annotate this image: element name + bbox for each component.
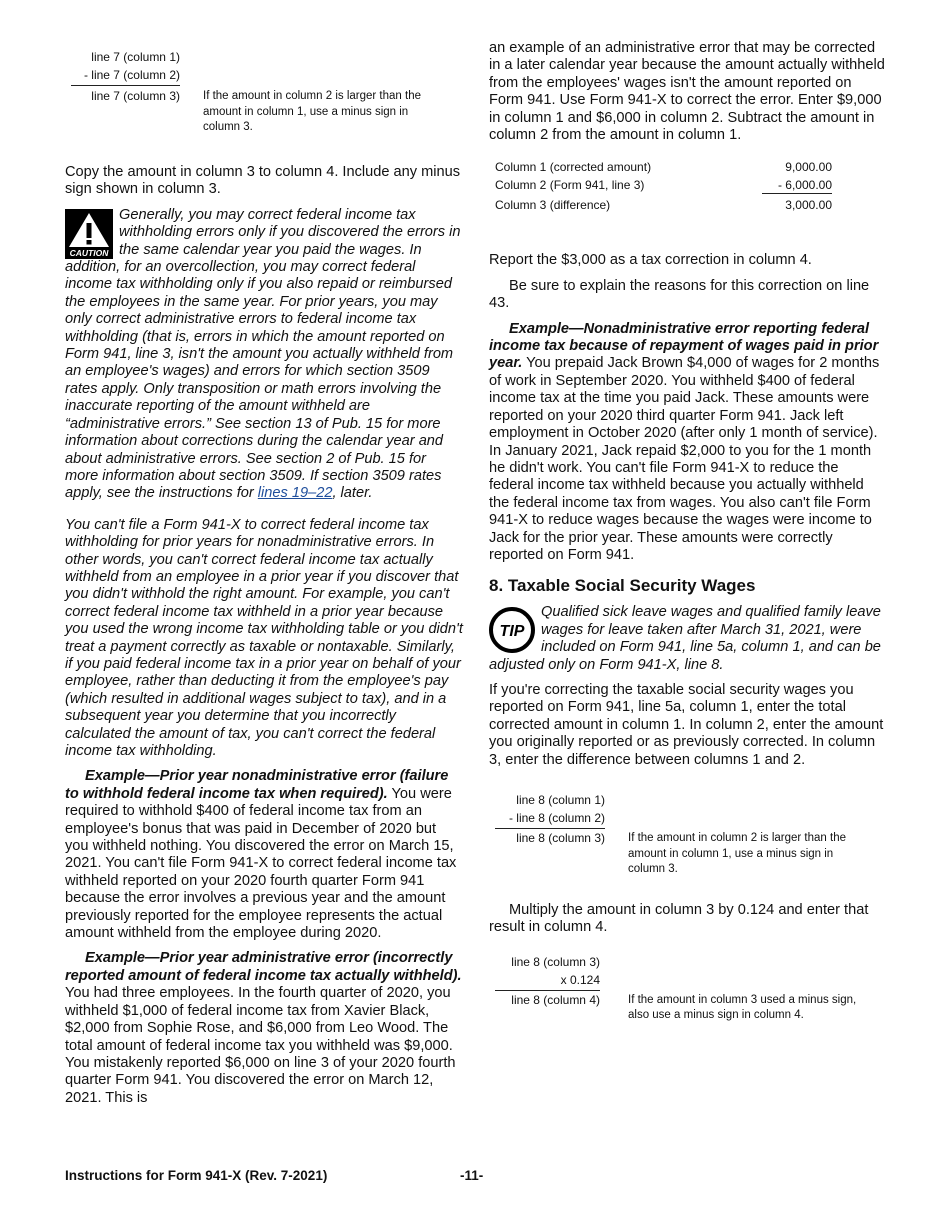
example-body: You prepaid Jack Brown $4,000 of wages for 2 months of work in September 2020. You withheld $400 of federal income tax at the time you paid Jack. These amounts were reported on your 2020 third quarter Form 941. Jack left employment in October 2020 (after only 1 month of service). In January 2021, Jack repaid $2,000 to you for the 1 month he didn't work. You can't file Form 941-X to reduce the federal income tax withheld because you actually withheld the federal income tax from wages. You also can't file Form 941-X to reduce wages because the wages were income to Jack for the prior year. These amounts were correctly reported on Form 941. [489,355,880,563]
caution-paragraph [65,207,463,503]
table-row [495,160,832,178]
caution-icon [65,209,113,259]
table-row-label: Column 3 (difference) [495,198,611,213]
table-row-value: - 6,000.00 [762,178,832,194]
calc-rule [71,85,180,86]
table-row [495,178,832,196]
tip-paragraph [489,604,887,674]
line7-calculation [65,40,463,140]
calc-note: If the amount in column 3 used a minus sign, also use a minus sign in column 4. [628,993,857,1022]
right-column [489,40,887,1025]
caution-label: CAUTION [69,247,109,258]
line8-multiply-calculation [489,945,887,1025]
administrative-error-continuation: an example of an administrative error that may be corrected in a later calendar year because the amount actually withheld from the employees' wages isn't the amount reported on Form 941. Use Form 941-X to correct the error. Enter $9,000 in column 1 and $6,000 in column 2. Subtract the amount in column 2 from the amount in column 1. [489,40,885,144]
calc-line-column4: line 8 (column 4) [511,992,600,1007]
table-row-label: Column 2 (Form 941, line 3) [495,178,645,193]
nonadministrative-paragraph: You can't file a Form 941-X to correct federal income tax withholding for prior years for nonadministrative errors. In other words, you can't correct federal income tax actually withheld from an employee in a prior year if you discover that you didn't withhold the right amount. For example, you can't correct federal income tax withheld in a prior year because you used the wrong income tax withholding table or you didn't treat a payment correctly as taxable or nontaxable. Similarly, if you paid federal income tax in a prior year on behalf of your employee, rather than deducting it from the employee's pay (which resulted in additional wages subject to tax), and in a subsequent year you determine that you incorrectly calculated the amount of tax, you can't correct the federal income tax withholding. [65,516,463,759]
calc-line-column3: line 8 (column 3) [516,831,605,845]
correcting-paragraph: If you're correcting the taxable social security wages you reported on Form 941, line 5a, column 1, enter the total corrected amount in column 1. In column 2, enter the amount you originally reported or as previously corrected. In column 3, enter the difference between columns 1 and 2. [489,681,884,768]
caution-text-end: , later. [332,485,373,502]
line8-calculation [489,777,887,902]
example-prior-year-nonadministrative [65,768,463,942]
example-prior-year-administrative [65,950,463,1107]
footer-title: Instructions for Form 941-X (Rev. 7-2021) [65,1168,328,1183]
explain-paragraph: Be sure to explain the reasons for this correction on line 43. [489,277,870,312]
calc-line-column2: - line 8 (column 2) [508,811,605,825]
example-title: Example—Nonadministrative error reporting federal income tax because of repayment of wages paid in prior year. [489,320,879,372]
lines-19-22-link[interactable]: lines 19–22 [257,485,333,502]
calc-line-column3: line 7 (column 3) [91,89,180,103]
table-row-value: 9,000.00 [785,160,832,175]
report-paragraph: Report the $3,000 as a tax correction in column 4. [489,252,812,269]
calc-rule [495,828,605,829]
calc-line-column1: line 8 (column 1) [516,793,605,807]
table-row-value: 3,000.00 [785,198,832,213]
example-body: You had three employees. In the fourth quarter of 2020, you withheld $1,000 of federal income tax from Xavier Black, $2,000 from Sophie Rose, and $6,000 from Leo Wood. The total amount of federal income tax you withheld was $9,000. You mistakenly reported $6,000 on line 3 of your 2020 fourth quarter Form 941. You discovered the error on March 12, 2021. This is [65,985,456,1106]
example-body: You were required to withhold $400 of federal income tax from an employee's bonus that was paid in December of 2020 but you withheld nothing. You discovered the error on March 15, 2021. You can't file Form 941-X to correct federal income tax withheld reported on your 2020 fourth quarter Form 941 because the error involves a previous year and the amount previously reported for the employee represents the actual amount withheld from the employee during 2020. [65,785,457,942]
left-column [65,40,463,1115]
calc-line-column1: line 7 (column 1) [91,50,180,64]
calc-multiplier: x 0.124 [560,972,600,987]
difference-table [495,160,832,216]
example-title: Example—Prior year administrative error (incorrectly reported amount of federal income tax actually withheld). [65,950,462,984]
example-nonadministrative-repayment [489,321,887,565]
calc-note: If the amount in column 2 is larger than the amount in column 1, use a minus sign in column 3. [628,832,846,875]
tip-icon [489,607,535,653]
multiply-paragraph: Multiply the amount in column 3 by 0.124 and enter that result in column 4. [489,902,869,936]
caution-text: Generally, you may correct federal income tax withholding errors only if you discovered the errors in the same calendar year you paid the wages. In addition, for an overcollection, you may correct federal income tax withholding only if you also repaid or reimbursed the employees in the same year. For prior years, you may only correct administrative errors to federal income tax withholding (that is, errors in which the amount reported on Form 941, line 3, isn't the amount you actually withheld from an employee's wages) and errors for which section 3509 rates apply. Only transposition or math errors involving the inaccurate reporting of the amount withheld are “administrative errors.” See section 13 of Pub. 15 for more information about corrections during the calendar year and about administrative errors. See section 2 of Pub. 15 for more information about section 3509. If section 3509 rates apply, see the instructions for [65,206,461,502]
page-footer [65,1168,887,1183]
page-number: -11- [460,1168,484,1183]
calc-note: If the amount in column 2 is larger than the amount in column 1, use a minus sign in column 3. [203,90,421,133]
copy-paragraph: Copy the amount in column 3 to column 4. Include any minus sign shown in column 3. [65,164,461,198]
table-row-label: Column 1 (corrected amount) [495,160,652,175]
calc-line-column3: line 8 (column 3) [511,954,600,969]
calc-line-column2: - line 7 (column 2) [83,68,180,82]
section-heading: 8. Taxable Social Security Wages [489,576,756,596]
example-title: Example—Prior year nonadministrative error (failure to withhold federal income tax when required). [65,768,449,802]
tip-text: Qualified sick leave wages and qualified family leave wages for leave taken after March 31, 2021, were included on Form 941, line 5a, column 1, and can be adjusted only on Form 941-X, line 8. [489,604,881,673]
calc-rule [495,990,600,991]
table-row [495,198,832,216]
tip-label: TIP [499,623,525,641]
